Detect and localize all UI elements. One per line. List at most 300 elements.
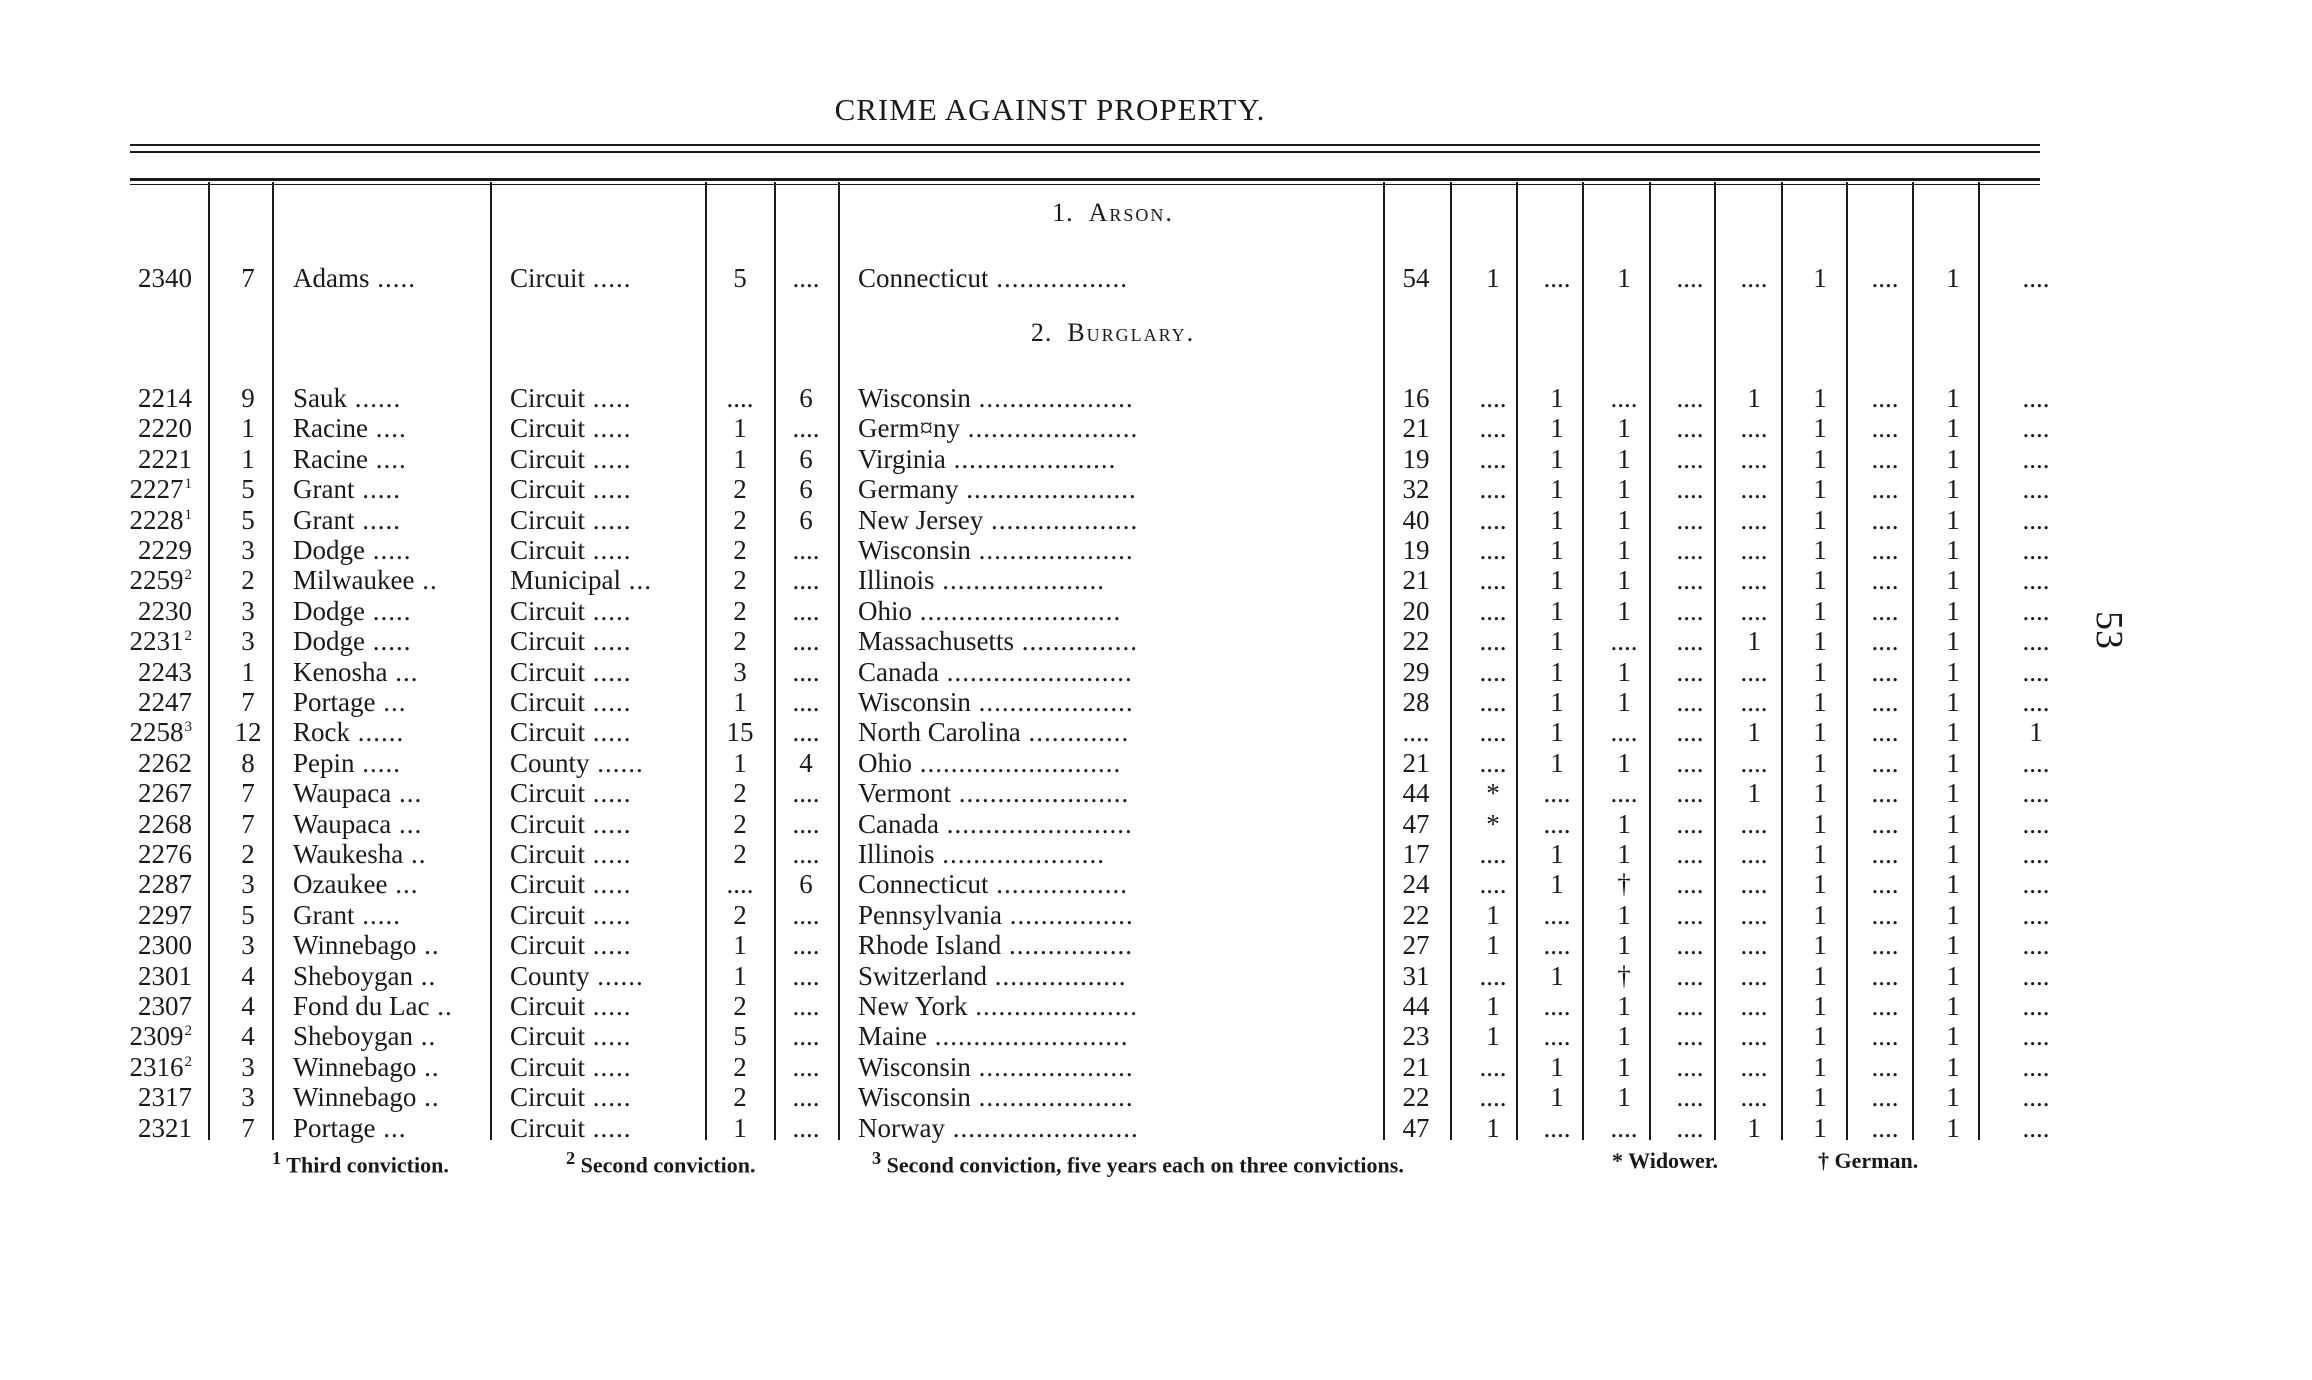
birthplace: Switzerland .................: [858, 960, 1127, 991]
birthplace: Vermont ......................: [858, 778, 1130, 809]
age: 23: [1402, 1021, 1430, 1052]
stat-c4: ....: [1676, 413, 1704, 444]
stat-c3: ....: [1610, 717, 1638, 748]
stat-c4: ....: [1676, 930, 1704, 961]
section-heading-arson: [838, 198, 1388, 228]
court: Circuit .....: [510, 626, 632, 657]
prisoner-number: [130, 1021, 193, 1052]
county: Kenosha ...: [293, 656, 419, 687]
stat-c9: ....: [2022, 869, 2050, 900]
stat-c5: ....: [1740, 263, 1768, 293]
table-top-rule: [130, 184, 2040, 185]
county: Racine ....: [293, 443, 407, 474]
prisoner-number-text: 2301: [138, 960, 192, 991]
age: 21: [1402, 1051, 1430, 1082]
age: 19: [1402, 443, 1430, 474]
stat-c2: 1: [1550, 565, 1564, 596]
stat-c8: 1: [1946, 595, 1960, 626]
birthplace: Wisconsin ....................: [858, 687, 1134, 717]
county-name: Waupaca: [293, 808, 392, 839]
county-name: Racine: [293, 413, 368, 444]
stat-c2: 1: [1550, 413, 1564, 444]
court: County ......: [510, 960, 644, 991]
sentence-months: ....: [792, 808, 820, 839]
stat-c1: ....: [1479, 383, 1507, 413]
stat-c7: ....: [1871, 263, 1899, 293]
stat-c8: 1: [1946, 687, 1960, 717]
sentence-years: 2: [733, 839, 747, 869]
birthplace: North Carolina .............: [858, 717, 1130, 748]
sentence-months: ....: [792, 1082, 820, 1113]
court: Circuit .....: [510, 930, 632, 961]
birthplace: Wisconsin ....................: [858, 535, 1134, 565]
stat-c9: ....: [2022, 626, 2050, 657]
court: Circuit .....: [510, 778, 632, 809]
stat-c1: 1: [1486, 991, 1500, 1021]
stat-c6: 1: [1813, 930, 1827, 961]
table-row: [0, 930, 2312, 960]
stat-c7: ....: [1871, 778, 1899, 809]
sentence-months: ....: [792, 930, 820, 961]
age: 40: [1402, 504, 1430, 535]
birthplace-name: North Carolina: [858, 717, 1021, 748]
stat-c2: ....: [1543, 808, 1571, 839]
court-name: Circuit: [510, 1112, 585, 1143]
stat-c2: ....: [1543, 778, 1571, 809]
prisoner-number-text: 2262: [138, 747, 192, 778]
county-name: Dodge: [293, 595, 365, 626]
stat-c7: ....: [1871, 808, 1899, 839]
stat-c9: ....: [2022, 383, 2050, 413]
sentence-months: 6: [799, 869, 813, 900]
county: Dodge .....: [293, 626, 412, 657]
birthplace: Connecticut .................: [858, 869, 1128, 900]
county: Milwaukee ..: [293, 565, 438, 596]
stat-c4: ....: [1676, 839, 1704, 869]
table-row: [0, 900, 2312, 930]
table-row: [0, 869, 2312, 899]
birthplace-name: Rhode Island: [858, 930, 1002, 961]
stat-c5: ....: [1740, 535, 1768, 565]
prisoner-number: [130, 717, 193, 748]
birthplace: New York .....................: [858, 991, 1139, 1021]
sentence-years: 1: [733, 747, 747, 778]
birthplace-name: Wisconsin: [858, 687, 971, 717]
stat-c3: 1: [1617, 930, 1631, 961]
stat-c5: ....: [1740, 960, 1768, 991]
birthplace-name: Switzerland: [858, 960, 987, 991]
court: Circuit .....: [510, 443, 632, 474]
court: Circuit .....: [510, 808, 632, 839]
stat-c2: ....: [1543, 899, 1571, 930]
county: Winnebago ..: [293, 1082, 440, 1113]
county: Portage ...: [293, 687, 407, 717]
county-name: Dodge: [293, 626, 365, 657]
stat-c1: *: [1486, 808, 1500, 839]
sentence-months: ....: [792, 839, 820, 869]
stat-c4: ....: [1676, 899, 1704, 930]
prisoner-number: [138, 1082, 192, 1113]
stat-c3: 1: [1617, 899, 1631, 930]
prisoner-number-text: 2309: [129, 1021, 184, 1052]
stat-c9: ....: [2022, 263, 2050, 293]
stat-c3: 1: [1617, 263, 1631, 293]
stat-c4: ....: [1676, 565, 1704, 596]
court: Circuit .....: [510, 1051, 632, 1082]
stat-c6: 1: [1813, 263, 1827, 293]
county-name: Sheboygan: [293, 1021, 413, 1052]
stat-c4: ....: [1676, 960, 1704, 991]
sentence-years: 15: [726, 717, 754, 748]
sentence-years: ....: [726, 383, 754, 413]
term-number: 3: [241, 930, 255, 961]
table-row: [0, 626, 2312, 656]
sentence-months: ....: [792, 991, 820, 1021]
prisoner-number-text: 2316: [129, 1051, 184, 1082]
stat-c3: ....: [1610, 383, 1638, 413]
court: Circuit .....: [510, 1021, 632, 1052]
age: 44: [1402, 991, 1430, 1021]
stat-c5: ....: [1740, 443, 1768, 474]
stat-c8: 1: [1946, 960, 1960, 991]
stat-c6: 1: [1813, 778, 1827, 809]
stat-c6: 1: [1813, 991, 1827, 1021]
term-number: 7: [241, 263, 255, 293]
stat-c4: ....: [1676, 869, 1704, 900]
stat-c4: ....: [1676, 991, 1704, 1021]
stat-c3: ....: [1610, 778, 1638, 809]
table-row: [0, 717, 2312, 747]
stat-c1: ....: [1479, 839, 1507, 869]
county: Pepin .....: [293, 747, 402, 778]
stat-c5: ....: [1740, 1082, 1768, 1113]
stat-c8: 1: [1946, 535, 1960, 565]
county-name: Racine: [293, 443, 368, 474]
stat-c2: ....: [1543, 991, 1571, 1021]
table-row: [0, 1052, 2312, 1082]
stat-c1: ....: [1479, 443, 1507, 474]
footnote-mark: 1: [184, 476, 192, 493]
court-name: Circuit: [510, 1051, 585, 1082]
court-name: Circuit: [510, 595, 585, 626]
county-name: Fond du Lac: [293, 991, 430, 1021]
stat-c5: 1: [1747, 778, 1761, 809]
stat-c6: 1: [1813, 839, 1827, 869]
sentence-months: ....: [792, 960, 820, 991]
stat-c5: ....: [1740, 930, 1768, 961]
prisoner-number-text: 2247: [138, 687, 192, 717]
sentence-months: ....: [792, 1021, 820, 1052]
sentence-years: 2: [733, 1051, 747, 1082]
sentence-years: 2: [733, 808, 747, 839]
sentence-years: 1: [733, 443, 747, 474]
stat-c4: ....: [1676, 808, 1704, 839]
prisoner-number: [130, 474, 193, 505]
birthplace-name: Wisconsin: [858, 535, 971, 565]
birthplace: Illinois .....................: [858, 839, 1106, 869]
county-name: Sauk: [293, 383, 347, 413]
term-number: 5: [241, 899, 255, 930]
court-name: Circuit: [510, 504, 585, 535]
county-name: Winnebago: [293, 1082, 417, 1113]
stat-c6: 1: [1813, 595, 1827, 626]
county: Winnebago ..: [293, 1051, 440, 1082]
stat-c6: 1: [1813, 535, 1827, 565]
prisoner-number-text: 2220: [138, 413, 192, 444]
stat-c8: 1: [1946, 504, 1960, 535]
table-row: [0, 687, 2312, 717]
stat-c9: ....: [2022, 1082, 2050, 1113]
stat-c2: 1: [1550, 443, 1564, 474]
court: County ......: [510, 747, 644, 778]
stat-c8: 1: [1946, 991, 1960, 1021]
county-name: Rock: [293, 717, 350, 748]
stat-c3: 1: [1617, 1051, 1631, 1082]
birthplace-name: Canada: [858, 808, 939, 839]
prisoner-number: [138, 657, 192, 688]
stat-c5: ....: [1740, 595, 1768, 626]
prisoner-number: [138, 535, 192, 566]
county: Sheboygan ..: [293, 960, 437, 991]
stat-c5: 1: [1747, 383, 1761, 413]
footnote-mark: 2: [184, 1053, 192, 1070]
county: Racine ....: [293, 413, 407, 444]
stat-c1: ....: [1479, 747, 1507, 778]
table-row: [0, 657, 2312, 687]
stat-c1: 1: [1486, 263, 1500, 293]
stat-c9: ....: [2022, 1051, 2050, 1082]
birthplace: Wisconsin ....................: [858, 383, 1134, 413]
court-name: County: [510, 747, 590, 778]
court: Circuit .....: [510, 991, 632, 1021]
stat-c3: 1: [1617, 747, 1631, 778]
court: Circuit .....: [510, 899, 632, 930]
sentence-months: 6: [799, 504, 813, 535]
county: Grant .....: [293, 474, 401, 505]
county-name: Sheboygan: [293, 960, 413, 991]
section-number: 2.: [1030, 318, 1053, 347]
age: 29: [1402, 656, 1430, 687]
county: Waupaca ...: [293, 778, 423, 809]
age: 31: [1402, 960, 1430, 991]
prisoner-number-text: 2276: [138, 839, 192, 869]
county-name: Kenosha: [293, 656, 388, 687]
stat-c3: †: [1617, 869, 1631, 900]
stat-c4: ....: [1676, 778, 1704, 809]
county-name: Dodge: [293, 535, 365, 565]
age: 22: [1402, 1082, 1430, 1113]
stat-c8: 1: [1946, 778, 1960, 809]
stat-c1: ....: [1479, 595, 1507, 626]
court-name: Circuit: [510, 1082, 585, 1113]
sentence-months: ....: [792, 535, 820, 565]
stat-c7: ....: [1871, 687, 1899, 717]
stat-c5: ....: [1740, 899, 1768, 930]
county-name: Adams: [293, 263, 370, 293]
prisoner-number-text: 2297: [138, 899, 192, 930]
prisoner-number: [138, 1113, 192, 1144]
county-name: Winnebago: [293, 1051, 417, 1082]
section-number: 1.: [1052, 198, 1074, 227]
prisoner-number: [138, 839, 192, 870]
stat-c1: ....: [1479, 504, 1507, 535]
birthplace-name: Canada: [858, 656, 939, 687]
prisoner-number: [138, 869, 192, 900]
stat-c6: 1: [1813, 383, 1827, 413]
table-row: [0, 535, 2312, 565]
prisoner-number: [138, 809, 192, 840]
county: Dodge .....: [293, 595, 412, 626]
birthplace: Ohio ..........................: [858, 595, 1122, 626]
term-number: 3: [241, 869, 255, 900]
footnote: $^1$ Third conviction.: [272, 1148, 449, 1178]
stat-c3: 1: [1617, 656, 1631, 687]
stat-c9: ....: [2022, 747, 2050, 778]
footnote-mark: 1: [184, 506, 192, 523]
stat-c8: 1: [1946, 869, 1960, 900]
county-name: Ozaukee: [293, 869, 388, 900]
county: Grant .....: [293, 504, 401, 535]
sentence-years: 1: [733, 1112, 747, 1143]
footnote-mark: 2: [184, 628, 192, 645]
sentence-years: ....: [726, 869, 754, 900]
court-name: Circuit: [510, 899, 585, 930]
stat-c9: ....: [2022, 930, 2050, 961]
birthplace: Massachusetts ...............: [858, 626, 1138, 657]
stat-c6: 1: [1813, 687, 1827, 717]
term-number: 7: [241, 687, 255, 717]
term-number: 5: [241, 504, 255, 535]
stat-c7: ....: [1871, 565, 1899, 596]
stat-c1: ....: [1479, 869, 1507, 900]
sentence-months: ....: [792, 626, 820, 657]
term-number: 9: [241, 383, 255, 413]
stat-c8: 1: [1946, 930, 1960, 961]
page-number: 53: [2088, 611, 2130, 649]
stat-c6: 1: [1813, 717, 1827, 748]
stat-c8: 1: [1946, 413, 1960, 444]
sentence-years: 2: [733, 899, 747, 930]
sentence-months: ....: [792, 565, 820, 596]
sentence-years: 2: [733, 504, 747, 535]
table-row: [0, 444, 2312, 474]
court-name: Circuit: [510, 717, 585, 748]
stat-c8: 1: [1946, 263, 1960, 293]
stat-c2: ....: [1543, 930, 1571, 961]
stat-c2: ....: [1543, 1112, 1571, 1143]
stat-c2: 1: [1550, 717, 1564, 748]
table-row: [0, 961, 2312, 991]
county-name: Grant: [293, 504, 355, 535]
birthplace: Germany ......................: [858, 474, 1137, 505]
stat-c2: 1: [1550, 504, 1564, 535]
prisoner-number: [138, 444, 192, 475]
stat-c3: 1: [1617, 504, 1631, 535]
stat-c3: ....: [1610, 1112, 1638, 1143]
table-row: [0, 413, 2312, 443]
court: Circuit .....: [510, 1082, 632, 1113]
prisoner-number-text: 2227: [129, 474, 184, 505]
stat-c4: ....: [1676, 717, 1704, 748]
court: Circuit .....: [510, 839, 632, 869]
county-name: Milwaukee: [293, 565, 415, 596]
stat-c3: 1: [1617, 808, 1631, 839]
stat-c5: 1: [1747, 1112, 1761, 1143]
footnote-mark: 3: [184, 719, 192, 736]
age: 16: [1402, 383, 1430, 413]
term-number: 2: [241, 839, 255, 869]
birthplace-name: Vermont: [858, 778, 951, 809]
stat-c2: 1: [1550, 626, 1564, 657]
stat-c9: ....: [2022, 1021, 2050, 1052]
section-heading-burglary: [838, 318, 1388, 348]
stat-c9: ....: [2022, 565, 2050, 596]
age: 20: [1402, 595, 1430, 626]
stat-c8: 1: [1946, 626, 1960, 657]
stat-c5: ....: [1740, 808, 1768, 839]
stat-c2: 1: [1550, 687, 1564, 717]
court: Circuit .....: [510, 717, 632, 748]
stat-c6: 1: [1813, 960, 1827, 991]
prisoner-number-text: 2259: [129, 565, 184, 596]
age: 32: [1402, 474, 1430, 505]
table-row: [0, 778, 2312, 808]
stat-c7: ....: [1871, 960, 1899, 991]
birthplace: Canada ........................: [858, 808, 1133, 839]
court: Circuit .....: [510, 535, 632, 565]
stat-c9: ....: [2022, 778, 2050, 809]
sentence-years: 2: [733, 595, 747, 626]
sentence-months: ....: [792, 413, 820, 444]
sentence-years: 1: [733, 960, 747, 991]
stat-c1: ....: [1479, 1051, 1507, 1082]
prisoner-number: [138, 930, 192, 961]
birthplace-name: Ohio: [858, 595, 912, 626]
county-name: Waukesha: [293, 839, 404, 869]
stat-c7: ....: [1871, 839, 1899, 869]
birthplace-name: Germany: [858, 474, 959, 505]
birthplace-name: Virginia: [858, 443, 946, 474]
term-number: 1: [241, 413, 255, 444]
term-number: 7: [241, 808, 255, 839]
stat-c7: ....: [1871, 1112, 1899, 1143]
sentence-years: 1: [733, 687, 747, 717]
stat-c9: ....: [2022, 413, 2050, 444]
stat-c5: ....: [1740, 839, 1768, 869]
stat-c8: 1: [1946, 383, 1960, 413]
stat-c5: ....: [1740, 656, 1768, 687]
prisoner-number-text: 2268: [138, 808, 192, 839]
term-number: 7: [241, 1112, 255, 1143]
age: 21: [1402, 413, 1430, 444]
stat-c7: ....: [1871, 535, 1899, 565]
prisoner-number: [138, 687, 192, 718]
stat-c3: 1: [1617, 595, 1631, 626]
stat-c7: ....: [1871, 869, 1899, 900]
county: Fond du Lac ..: [293, 991, 453, 1021]
stat-c1: ....: [1479, 535, 1507, 565]
section-name: Arson.: [1088, 198, 1174, 227]
prisoner-number-text: 2321: [138, 1112, 192, 1143]
stat-c8: 1: [1946, 1051, 1960, 1082]
age: 19: [1402, 535, 1430, 565]
birthplace: Maine .........................: [858, 1021, 1129, 1052]
footnote: $^2$ Second conviction.: [566, 1148, 756, 1178]
stat-c9: ....: [2022, 687, 2050, 717]
table-row: [0, 1113, 2312, 1143]
stat-c3: 1: [1617, 687, 1631, 717]
court-name: Circuit: [510, 808, 585, 839]
